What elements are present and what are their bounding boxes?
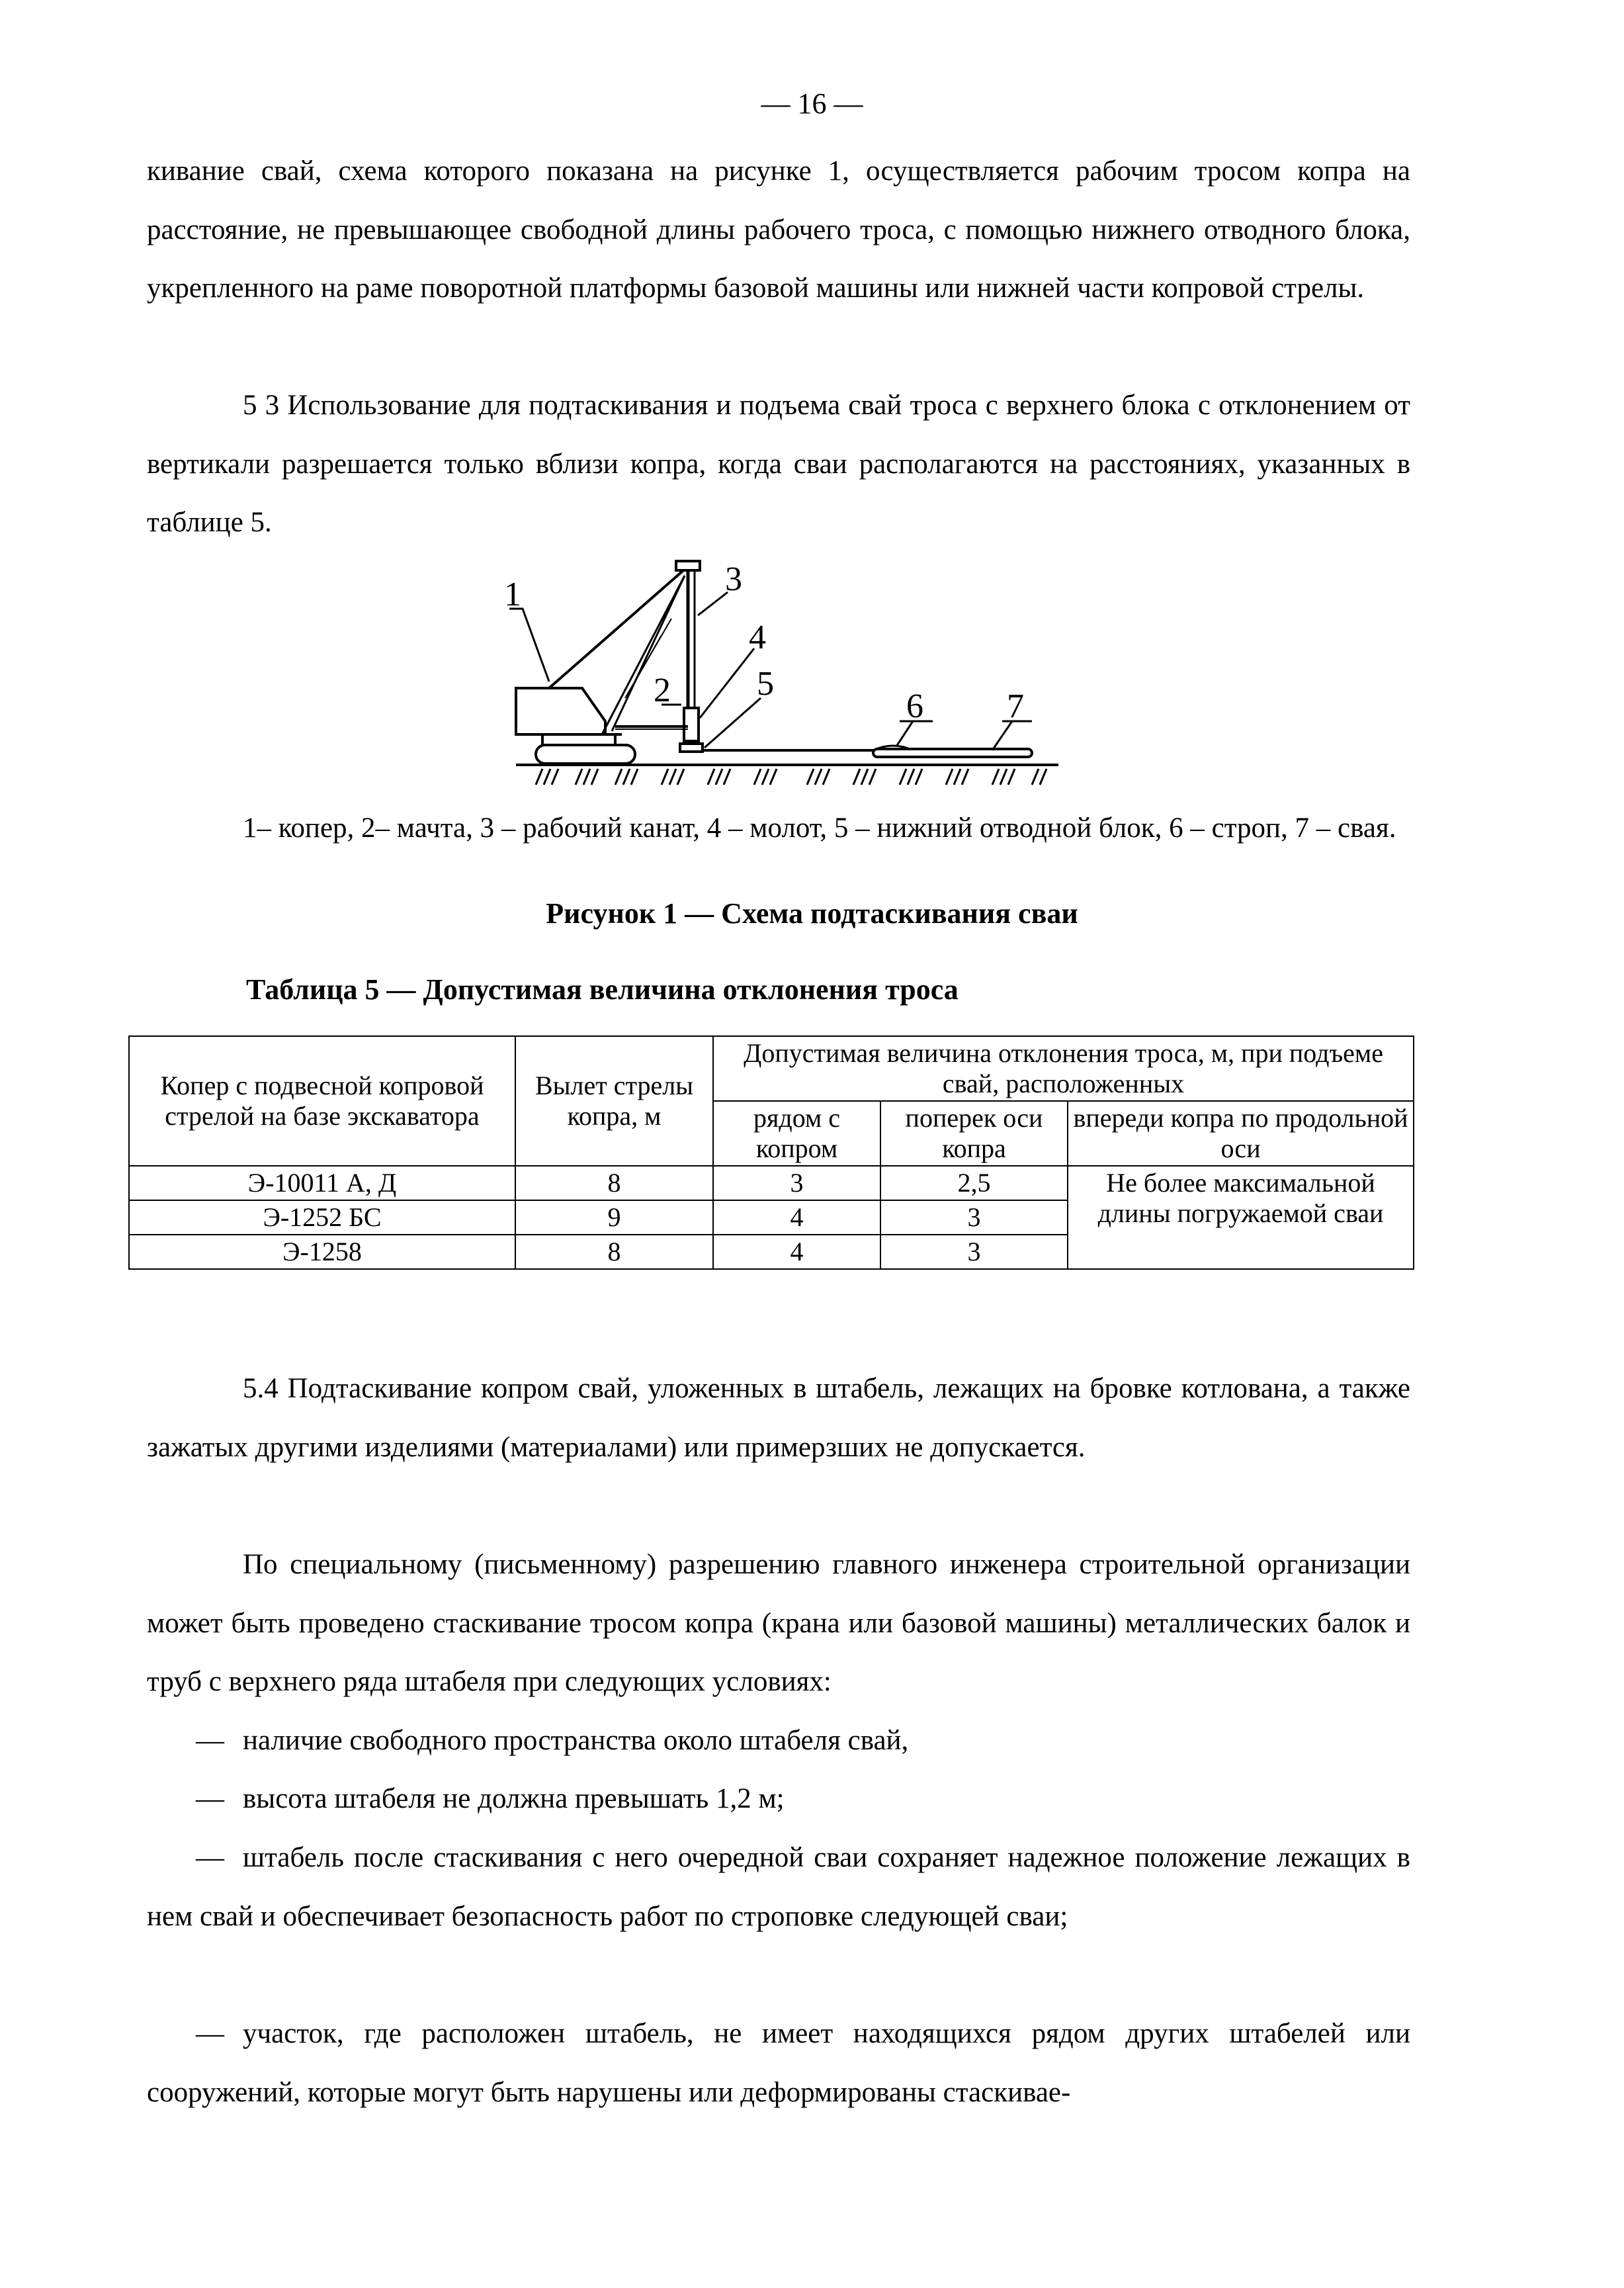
deviation-table: [128, 1035, 1414, 1270]
list-item: [147, 2005, 1410, 2122]
list-item: [147, 1829, 1410, 1946]
header-near-driver: рядом с копром: [713, 1101, 880, 1166]
table-row: [129, 1166, 1414, 1200]
paragraph-5-4: 5.4 Подтаскивание копром свай, уложенных в штабель, лежащих на бровке котлована, а также зажатых другими изделиями (материалами) или примерзших не допускается.: [147, 1373, 1410, 1463]
label-4: 4: [749, 619, 766, 656]
header-across-axis: поперек оси копра: [880, 1101, 1068, 1166]
cell-model: Э-10011 А, Д: [129, 1166, 515, 1200]
hammer: [684, 708, 699, 741]
paragraph-permission: По специальному (письменному) разрешению главного инженера строительной организации может быть проведено стаскивание тросом копра (крана или базовой машины) металлических балок и труб с верхнего ряда штабеля при следующих условиях:: [147, 1549, 1410, 1697]
header-boom-reach: Вылет стрелы копра, м: [515, 1036, 713, 1166]
label-1: 1: [504, 576, 521, 613]
pile-driver-cab: [516, 688, 605, 734]
crawler-track: [536, 745, 635, 764]
cell-near: 3: [713, 1166, 880, 1200]
label-7: 7: [1007, 687, 1024, 725]
header-pile-driver: Копер с подвесной копровой стрелой на базе экскаватора: [129, 1036, 515, 1166]
page-number: — 16 —: [761, 87, 863, 120]
label-2: 2: [654, 672, 671, 709]
list-item: [147, 1712, 1410, 1771]
table-title: Таблица 5 — Допустимая величина отклонения троса: [246, 973, 959, 1006]
label-6: 6: [906, 687, 923, 725]
cell-across: 3: [880, 1200, 1068, 1235]
cell-front-merged: Не более максимальной длины погружаемой сваи: [1068, 1166, 1414, 1269]
label-3: 3: [725, 560, 742, 598]
cell-near: 4: [713, 1200, 880, 1235]
list-item-text: наличие свободного пространства около штабеля свай,: [243, 1725, 909, 1756]
list-marker: —: [196, 1725, 224, 1756]
header-front-axis: впереди копра по продольной оси: [1068, 1101, 1414, 1166]
cell-near: 4: [713, 1235, 880, 1269]
mast-lattice: [602, 576, 685, 734]
lower-block: [680, 744, 703, 752]
cell-reach: 9: [515, 1200, 713, 1235]
cell-across: 3: [880, 1235, 1068, 1269]
upper-block: [676, 561, 700, 570]
cell-reach: 8: [515, 1166, 713, 1200]
list-marker: —: [196, 1842, 224, 1873]
list-marker: —: [196, 1783, 224, 1814]
list-item-text: высота штабеля не должна превышать 1,2 м;: [243, 1783, 785, 1814]
label-5: 5: [757, 665, 774, 703]
paragraph-pile-pulling-scheme: кивание свай, схема которого показана на рисунке 1, осуществляется рабочим тросом копра на расстояние, не превышающее свободной длины рабочего троса, с помощью нижнего отводного блока, укрепленного на раме поворотной платформы базовой машины или нижней части копровой стрелы.: [147, 155, 1410, 304]
list-item: [147, 1770, 1410, 1829]
cell-across: 2,5: [880, 1166, 1068, 1200]
cell-model: Э-1258: [129, 1235, 515, 1269]
list-item-text: участок, где расположен штабель, не имеет находящихся рядом других штабелей или сооружений, которые могут быть нарушены или деформированы стаскивае-: [147, 2018, 1410, 2108]
list-item-text: штабель после стаскивания с него очередной сваи сохраняет надежное положение лежащих в нем свай и обеспечивает безопасность работ по строповке следующей сваи;: [147, 1842, 1410, 1932]
pile-pulling-diagram: [503, 556, 1072, 801]
paragraph-5-3: 5 3 Использование для подтаскивания и подъема свай троса с верхнего блока с отклонением от вертикали разрешается только вблизи копра, когда сваи располагаются на расстояниях, указанных в таблице 5.: [147, 390, 1410, 538]
list-marker: —: [196, 2018, 224, 2049]
figure-title: Рисунок 1 — Схема подтаскивания сваи: [546, 897, 1078, 930]
cell-model: Э-1252 БС: [129, 1200, 515, 1235]
header-allowed-deviation: Допустимая величина отклонения троса, м, при подъеме свай, расположенных: [713, 1036, 1414, 1101]
figure-legend: 1– копер, 2– мачта, 3 – рабочий канат, 4 – молот, 5 – нижний отводной блок, 6 – строп, 7 – свая.: [243, 813, 1396, 844]
pile: [873, 749, 1032, 757]
cell-reach: 8: [515, 1235, 713, 1269]
ground-hatching: [536, 769, 1047, 785]
